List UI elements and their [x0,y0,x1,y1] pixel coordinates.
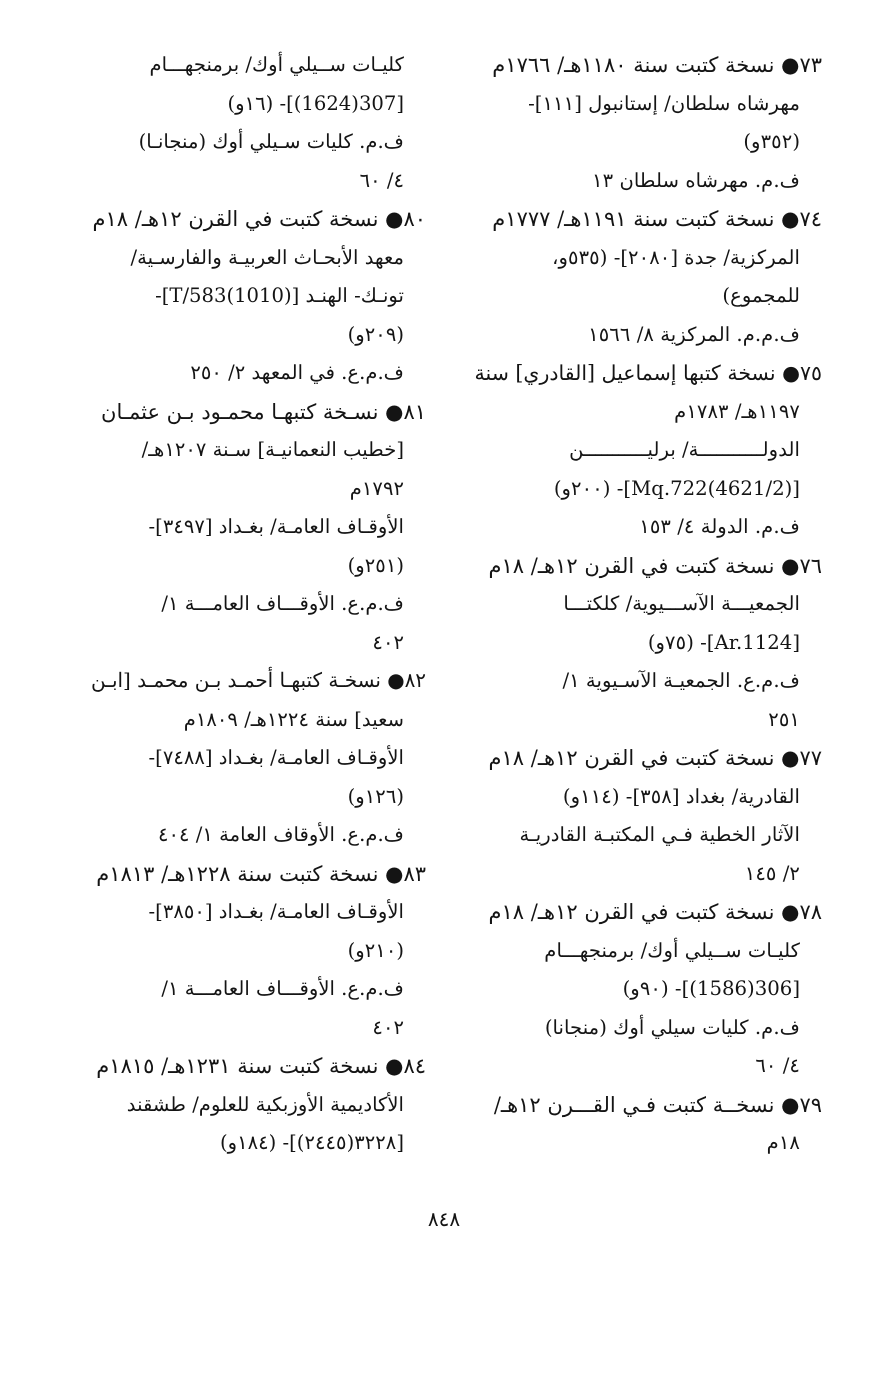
catalog-entry [90,855,426,1048]
entry-detail-line: ٤/ ٦٠ [755,1054,800,1077]
entry-detail-line: (٣٥٢و) [743,130,800,153]
entry-detail-line: ١٧٩٢م [349,476,404,500]
entry-detail-line: ف.م.ع. الأوقـــاف العامـــة ١/ [161,592,404,615]
left-column [90,46,426,1163]
catalog-entry [474,1086,822,1163]
entry-detail-line: ف.م. كليات سـيلي أوك (منجانـا) [138,130,404,153]
entry-detail-line: المركزية/ جدة [٢٠٨٠]- (٥٣٥و، [552,245,800,269]
entry-detail-line: [307(1624)]- (١٦و) [227,91,404,115]
entry-detail-line: (١٢٦و) [347,784,404,808]
entry-heading-line: ٧٤● نسخة كتبت سنة ١١٩١هـ/ ١٧٧٧م [492,207,822,231]
entry-detail-line: ف.م.ع. الجمعيـة الآسـيوية ١/ [562,669,800,692]
entry-detail-line: [٣٢٢٨(٢٤٤٥)]- (١٨٤و) [219,1131,404,1154]
entry-detail-line: ف.م. كليات سيلي أوك (منجانا) [544,1015,800,1039]
entry-heading-line: ٧٦● نسخة كتبت في القرن ١٢هـ/ ١٨م [488,553,822,578]
entry-detail-line: ٢٥١ [768,707,800,731]
catalog-entry [474,893,822,1086]
catalog-entry [474,354,822,547]
catalog-entry [90,46,426,200]
page-number: ٨٤٨ [427,1207,461,1231]
entry-detail-line: سعيد] سنة ١٢٢٤هـ/ ١٨٠٩م [183,707,404,731]
entry-detail-line: كليـات ســيلي أوك/ برمنجهـــام [544,938,800,962]
right-column [474,46,822,1163]
entry-heading-line: ٧٧● نسخة كتبت في القرن ١٢هـ/ ١٨م [488,746,822,770]
entry-detail-line: الجمعيـــة الآســـيوية/ كلكتـــا [563,592,800,615]
entry-detail-line: ف.م. الدولة ٤/ ١٥٣ [639,515,800,538]
entry-detail-line: الأوقـاف العامـة/ بغـداد [٣٤٩٧]- [148,515,404,538]
entry-detail-line: للمجموع) [722,284,800,307]
catalog-entry [474,739,822,893]
entry-detail-line: [Ar.1124]- (٧٥و) [647,630,800,654]
entry-detail-line: ف.م.ع. الأوقـــاف العامـــة ١/ [161,977,404,1000]
catalog-entry [90,662,426,855]
entry-heading-line: ٧٥● نسخة كتبها إسماعيل [القادري] سنة [474,361,822,385]
entry-detail-line: [(4621/2)Mq.722]- (٢٠٠و) [553,476,800,500]
entry-detail-line: ٤/ ٦٠ [359,168,404,192]
entry-detail-line: [خطيب النعمانيـة] سـنة ١٢٠٧هـ/ [141,438,404,461]
entry-heading-line: ٨٠● نسخة كتبت في القرن ١٢هـ/ ١٨م [92,207,426,231]
entry-detail-line: ف.م. مهرشاه سلطان ١٣ [592,168,800,192]
entry-detail-line: ٤٠٢ [372,630,404,654]
entry-detail-line: مهرشاه سلطان/ إستانبول [١١١]- [528,91,800,115]
catalog-entry [90,200,426,393]
entry-detail-line: الأكاديمية الأوزبكية للعلوم/ طشقند [126,1092,404,1116]
catalog-entry [90,393,426,663]
entry-detail-line: ف.م.ع. الأوقاف العامة ١/ ٤٠٤ [157,823,404,846]
entry-detail-line: الدولـــــــــــة/ برليـــــــــــن [569,438,800,461]
entry-heading-line: ٨٤● نسخة كتبت سنة ١٢٣١هـ/ ١٨١٥م [96,1054,426,1078]
entry-detail-line: القادرية/ بغداد [٣٥٨]- (١١٤و) [562,784,800,808]
catalog-entry [90,1047,426,1163]
entry-heading-line: ٨٢● نسخـة كتبهـا أحمـد بـن محمـد [ابـن [91,669,426,692]
catalog-entry [474,547,822,740]
entry-heading-line: ٧٣● نسخة كتبت سنة ١١٨٠هـ/ ١٧٦٦م [492,53,822,77]
catalog-entry [474,46,822,200]
entry-detail-line: ١١٩٧هـ/ ١٧٨٣م [674,399,800,423]
entry-detail-line: الآثار الخطية فـي المكتبـة القادريـة [519,823,800,846]
entry-heading-line: ٨٣● نسخة كتبت سنة ١٢٢٨هـ/ ١٨١٣م [96,861,426,886]
entry-detail-line: ف.م.ع. في المعهد ٢/ ٢٥٠ [190,361,404,384]
entry-detail-line: تونـك- الهنـد [T/583(1010)]- [155,284,404,307]
entry-detail-line: ٢/ ١٤٥ [744,861,800,885]
entry-detail-line: ١٨م [766,1131,800,1154]
entry-detail-line: [306(1586)]- (٩٠و) [622,977,800,1000]
catalog-entry [474,200,822,354]
entry-detail-line: (٢١٠و) [347,938,404,962]
entry-detail-line: الأوقـاف العامـة/ بغـداد [٣٨٥٠]- [148,900,404,923]
entry-detail-line: (٢٠٩و) [347,322,404,346]
entry-detail-line: ٤٠٢ [372,1015,404,1039]
entry-detail-line: معهد الأبحـاث العربيـة والفارسـية/ [130,245,404,269]
entry-detail-line: ف.م.م. المركزية ٨/ ١٥٦٦ [588,322,800,346]
entry-heading-line: ٧٨● نسخة كتبت في القرن ١٢هـ/ ١٨م [488,900,822,924]
entry-detail-line: كليـات ســيلي أوك/ برمنجهـــام [149,53,404,76]
entry-heading-line: ٨١● نسـخة كتبهـا محمـود بـن عثمـان [101,399,426,424]
entry-detail-line: الأوقـاف العامـة/ بغـداد [٧٤٨٨]- [148,746,404,769]
entry-heading-line: ٧٩● نسخــة كتبت فـي القـــرن ١٢هـ/ [493,1092,822,1117]
entry-detail-line: (٢٥١و) [347,553,404,577]
